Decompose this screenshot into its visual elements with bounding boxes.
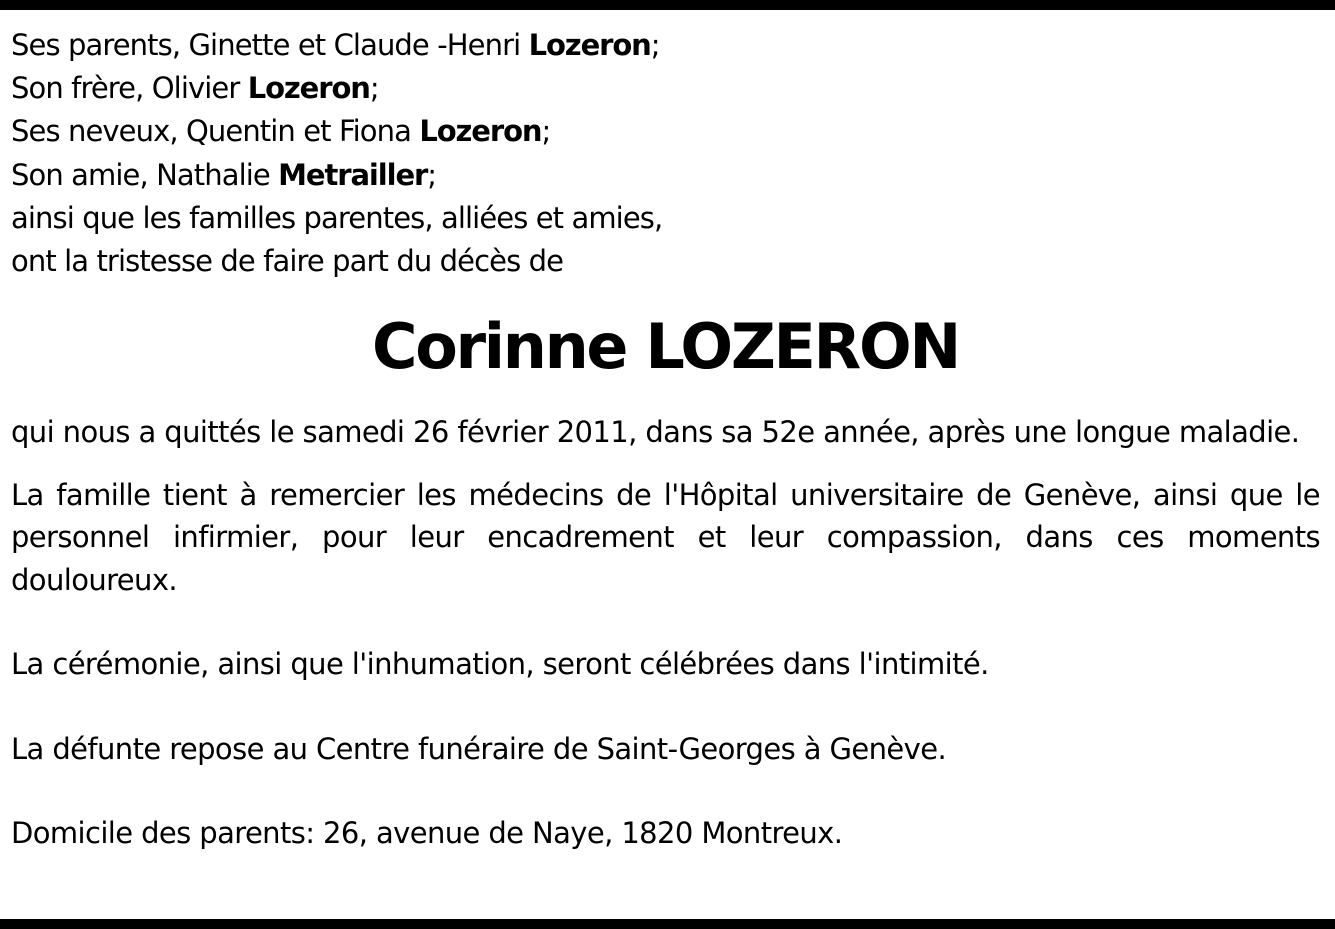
top-border-rule xyxy=(0,0,1335,10)
deceased-name: Corinne LOZERON xyxy=(372,310,959,384)
bottom-border-rule xyxy=(0,919,1335,929)
funeral-home-paragraph: La défunte repose au Centre funéraire de Saint-Georges à Genève. xyxy=(11,731,947,766)
family-line-parents: Ses parents, Ginette et Claude -Henri Lozeron; xyxy=(11,28,660,62)
intro-line-announcement: ont la tristesse de faire part du décès de xyxy=(11,244,564,279)
ceremony-paragraph: La cérémonie, ainsi que l'inhumation, seront célébrées dans l'intimité. xyxy=(11,647,989,682)
family-surname: Lozeron xyxy=(528,28,651,62)
family-line-friend: Son amie, Nathalie Metrailler; xyxy=(11,157,437,192)
obituary-notice xyxy=(11,24,1320,855)
parents-address-paragraph: Domicile des parents: 26, avenue de Naye, 1820 Montreux. xyxy=(11,816,843,851)
family-line-nephews: Ses neveux, Quentin et Fiona Lozeron; xyxy=(11,114,551,149)
intro-line-families: ainsi que les familles parentes, alliées et amies, xyxy=(11,200,663,235)
family-surname: Lozeron xyxy=(419,114,542,149)
family-surname: Metrailler xyxy=(278,157,428,192)
family-surname: Lozeron xyxy=(247,71,370,106)
death-details-paragraph: qui nous a quittés le samedi 26 février 2011, dans sa 52e année, après une longue maladie. xyxy=(11,415,1300,450)
thanks-paragraph: La famille tient à remercier les médecins de l'Hôpital universitaire de Genève, ainsi que le personnel infirmier, pour leur encadrement et leur compassion, dans ces moments douloureux. xyxy=(11,477,1320,597)
family-line-brother: Son frère, Olivier Lozeron; xyxy=(11,71,379,106)
